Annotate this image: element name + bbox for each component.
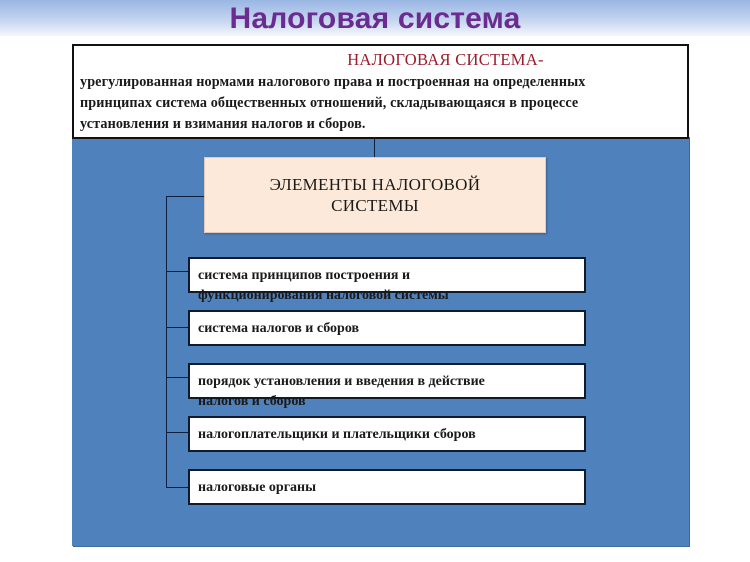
element-item-establishment-procedure (188, 363, 586, 409)
branch-5 (166, 487, 188, 488)
slide-title: Налоговая система (229, 2, 521, 35)
element-item-text (198, 425, 588, 445)
branch-2 (166, 327, 188, 328)
branch-3 (166, 377, 188, 378)
element-item-line: налогоплательщики и плательщики сборов (198, 427, 476, 442)
element-item-line: система налогов и сборов (198, 321, 360, 336)
connector-definition-to-elements (374, 137, 375, 157)
definition-box (72, 44, 689, 139)
definition-text (80, 72, 680, 135)
definition-line: установления и взимания налогов и сборов. (80, 116, 366, 132)
definition-line: урегулированная нормами налогового права и построенная на определенных (80, 74, 586, 90)
elements-heading-box (204, 157, 546, 233)
element-item-taxes-and-fees (188, 310, 586, 346)
element-item-line: система принципов построения и (198, 268, 411, 283)
element-item-text (198, 372, 588, 412)
definition-line: принципах система общественных отношений, складывающаяся в процессе (80, 95, 579, 111)
element-item-line: налоговые органы (198, 480, 317, 495)
definition-heading: НАЛОГОВАЯ СИСТЕМА- (347, 50, 544, 69)
element-item-line: функционирования налоговой системы (198, 288, 449, 303)
elements-heading-line: СИСТЕМЫ (331, 196, 419, 215)
connector-elements-to-tree (166, 196, 204, 197)
element-item-taxpayers (188, 416, 586, 452)
element-item-line: налогов и сборов (198, 394, 306, 409)
element-item-tax-authorities (188, 469, 586, 505)
element-item-text (198, 266, 588, 306)
elements-heading (250, 174, 500, 216)
element-item-text (198, 319, 588, 339)
element-item-text (198, 478, 588, 498)
branch-1 (166, 271, 188, 272)
elements-heading-line: ЭЛЕМЕНТЫ НАЛОГОВОЙ (269, 175, 481, 194)
branch-4 (166, 432, 188, 433)
element-item-principles (188, 257, 586, 303)
tree-trunk (166, 196, 167, 488)
element-item-line: порядок установления и введения в действие (198, 374, 485, 389)
